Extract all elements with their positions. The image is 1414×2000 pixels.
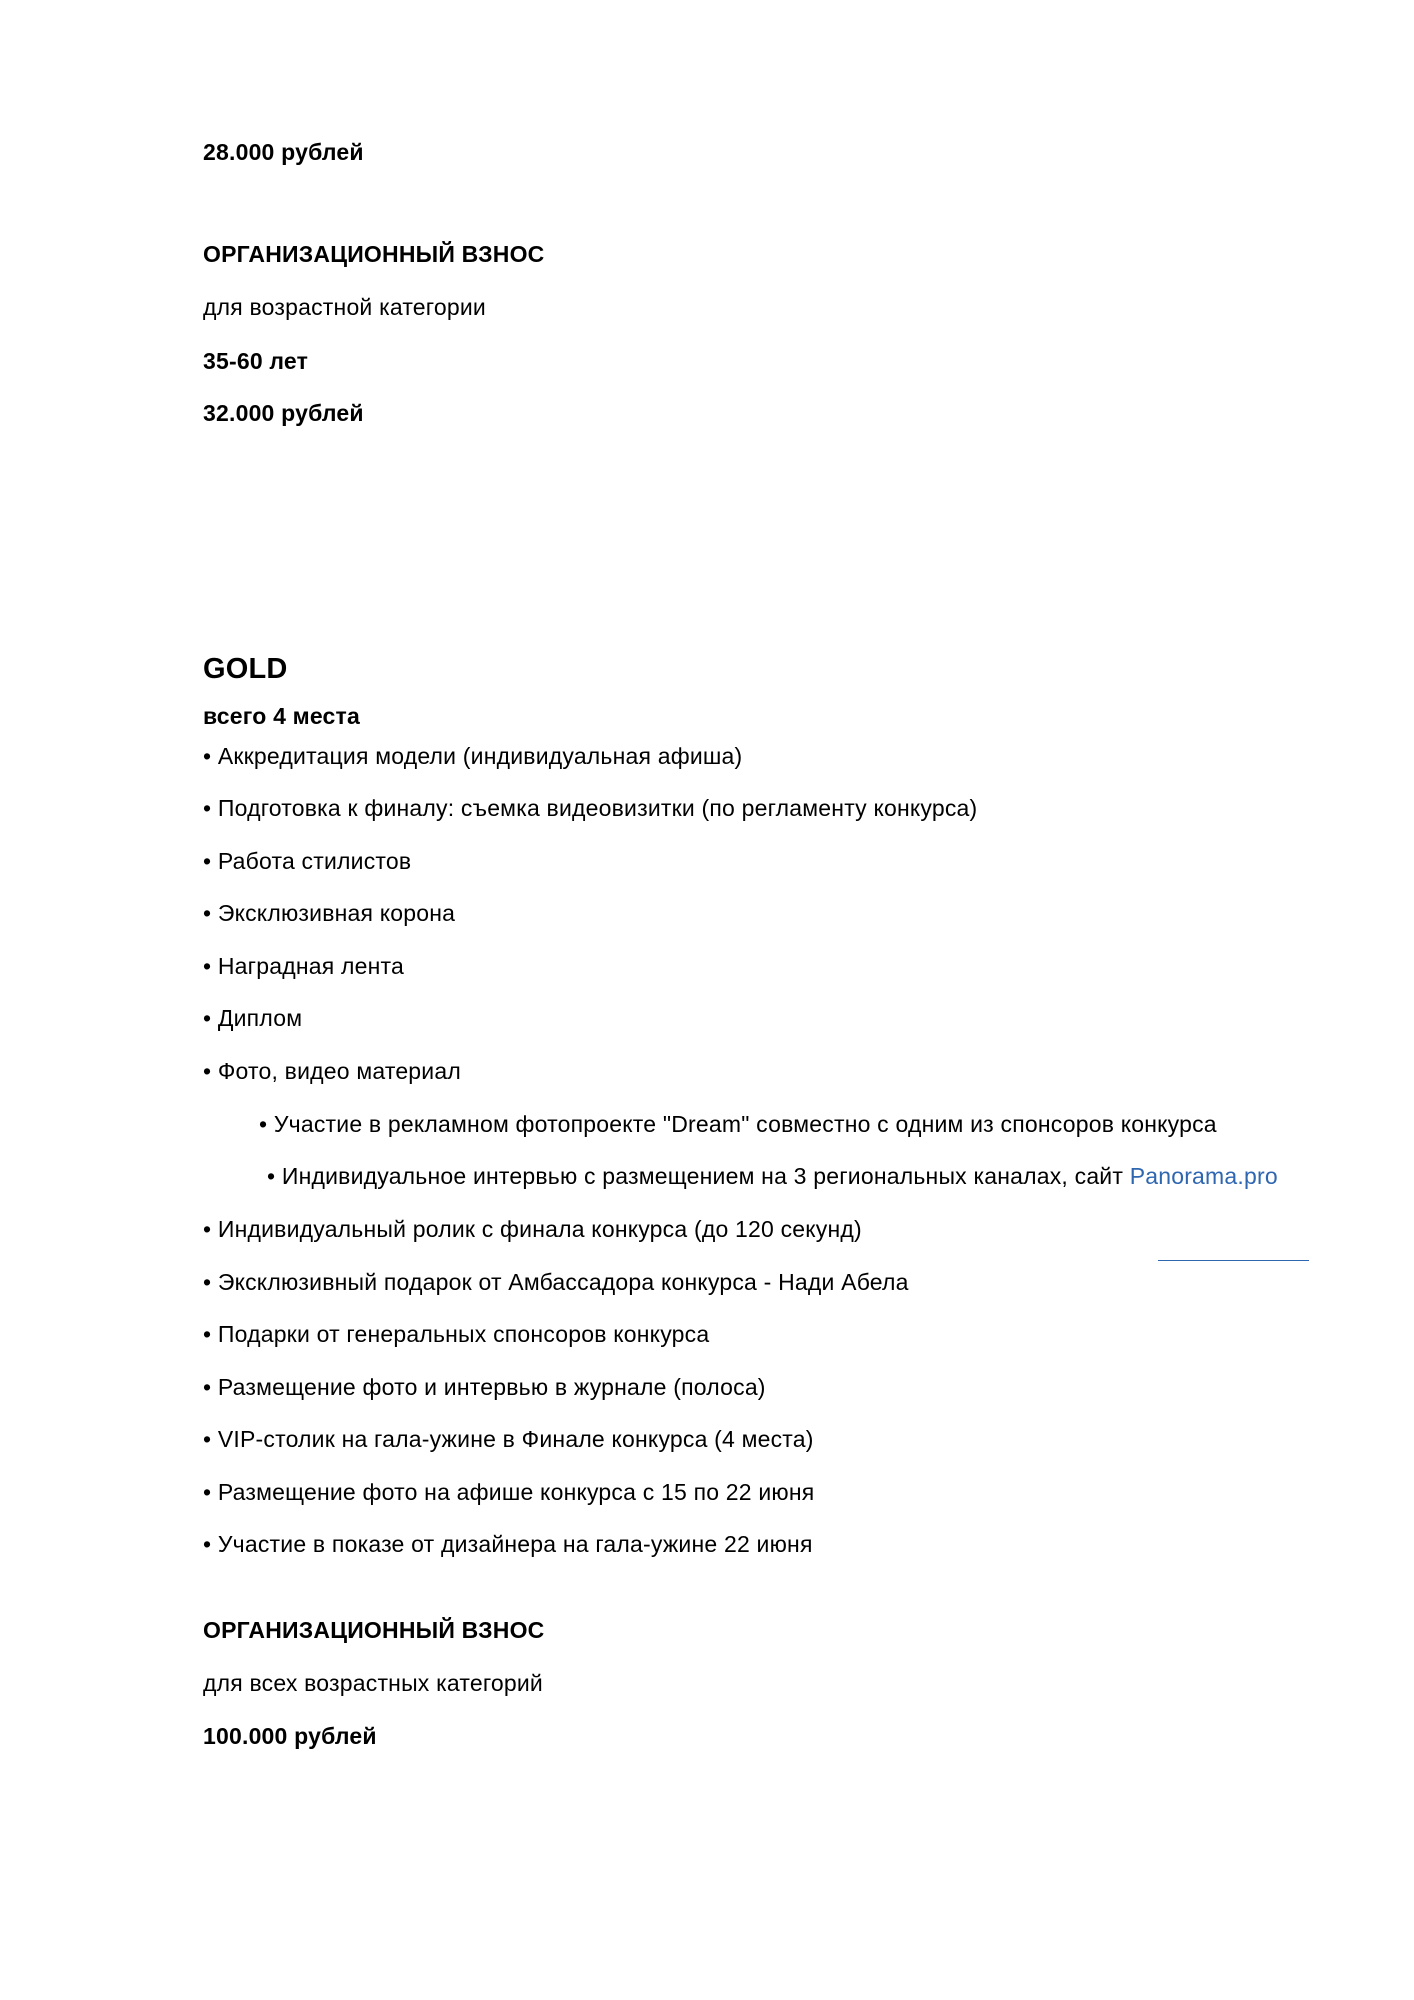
list-item: • Подготовка к финалу: съемка видеовизитки (по регламенту конкурса) [203, 795, 978, 821]
bullet: • [203, 795, 212, 821]
list-item: • Индивидуальный ролик с финала конкурса (до 120 секунд) [203, 1216, 862, 1242]
list-item: • Фото, видео материал [203, 1058, 461, 1084]
bullet: • [203, 1216, 212, 1242]
list-item: • Участие в показе от дизайнера на гала-ужине 22 июня [203, 1531, 813, 1557]
price-32000: 32.000 рублей [203, 400, 364, 426]
list-item: • Наградная лента [203, 953, 404, 979]
list-item: • Подарки от генеральных спонсоров конкурса [203, 1321, 710, 1347]
list-item: • VIP-столик на гала-ужине в Финале конкурса (4 места) [203, 1426, 814, 1452]
list-item: • Работа стилистов [203, 848, 412, 874]
gold-places: всего 4 места [203, 703, 360, 729]
sub-list-item: • Индивидуальное интервью с размещением на 3 региональных каналах, сайт Panorama.pro [267, 1163, 1278, 1189]
gold-fee-category: для всех возрастных категорий [203, 1670, 543, 1696]
bullet: • [203, 1426, 212, 1452]
bullet: • [203, 1058, 212, 1084]
bullet: • [259, 1111, 268, 1137]
bullet: • [203, 848, 212, 874]
panorama-link[interactable]: Panorama.pro [1129, 1163, 1278, 1189]
bullet: • [203, 1374, 212, 1400]
link-underline-divider [1158, 1260, 1309, 1261]
list-item: • Эксклюзивный подарок от Амбассадора конкурса - Нади Абела [203, 1269, 909, 1295]
bullet: • [203, 1479, 212, 1505]
bullet: • [203, 1269, 212, 1295]
list-item: • Аккредитация модели (индивидуальная афиша) [203, 743, 743, 769]
list-item: • Размещение фото на афише конкурса с 15 по 22 июня [203, 1479, 815, 1505]
list-item: • Размещение фото и интервью в журнале (полоса) [203, 1374, 766, 1400]
bullet: • [203, 1005, 212, 1031]
bullet: • [203, 900, 212, 926]
list-item: • Диплом [203, 1005, 303, 1031]
fee-heading-gold: ОРГАНИЗАЦИОННЫЙ ВЗНОС [203, 1617, 545, 1643]
price-28000: 28.000 рублей [203, 139, 364, 165]
fee-heading-1: ОРГАНИЗАЦИОННЫЙ ВЗНОС [203, 241, 545, 267]
bullet: • [267, 1163, 276, 1189]
price-100000: 100.000 рублей [203, 1723, 377, 1749]
bullet: • [203, 743, 212, 769]
bullet: • [203, 953, 212, 979]
list-item: • Эксклюзивная корона [203, 900, 456, 926]
sub-list-item: • Участие в рекламном фотопроекте "Dream" совместно с одним из спонсоров конкурса [259, 1111, 1217, 1137]
age-range: 35-60 лет [203, 348, 309, 374]
bullet: • [203, 1321, 212, 1347]
bullet: • [203, 1531, 212, 1557]
age-category-label: для возрастной категории [203, 294, 486, 320]
gold-title: GOLD [203, 653, 288, 685]
